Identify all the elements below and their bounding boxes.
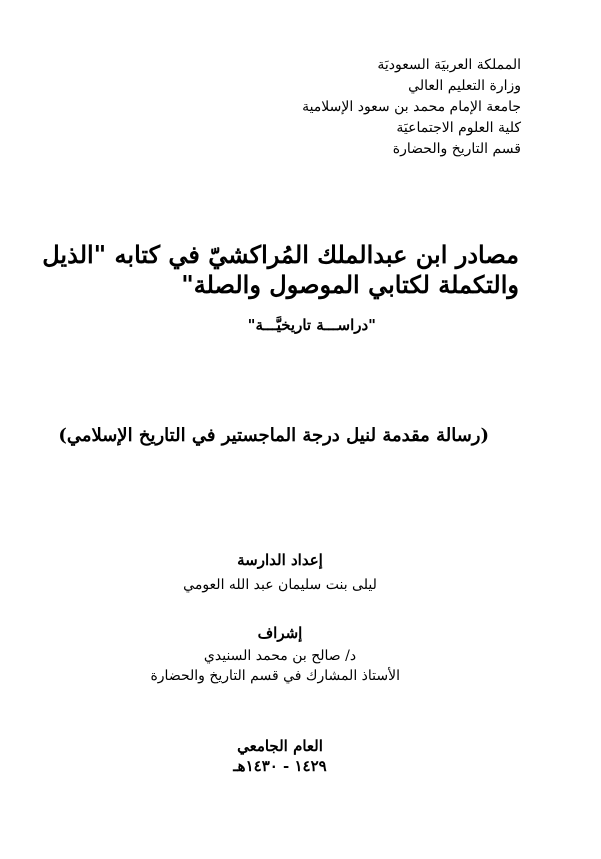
title-line-1: مصادر ابن عبدالملك المُراكشيّ في كتابه "الذيل	[42, 240, 519, 269]
supervision-section	[150, 624, 400, 684]
academic-year-value: ١٤٢٩ - ١٤٣٠هـ	[233, 757, 327, 775]
header-college: كلية العلوم الاجتماعيَة	[396, 120, 521, 136]
header-university: جامعة الإمام محمد بن سعود الإسلامية	[302, 99, 521, 115]
header-ministry: وزارة التعليم العالي	[408, 78, 521, 94]
prepared-by-label: إعداد الدارسة	[237, 551, 323, 569]
student-name: ليلى بنت سليمان عبد الله العومي	[183, 577, 377, 593]
academic-year-section	[160, 737, 400, 775]
header-country: المملكة العربيَة السعوديَة	[377, 57, 521, 73]
title-line-2: والتكملة لكتابي الموصول والصلة"	[181, 270, 519, 299]
degree-statement: (رسالة مقدمة لنيل درجة الماجستير في التاريخ الإسلامي)	[58, 425, 489, 446]
supervisor-name: د/ صالح بن محمد السنيدي	[203, 648, 357, 664]
supervisor-position: الأستاذ المشارك في قسم التاريخ والحضارة	[150, 668, 400, 684]
supervision-label: إشراف	[257, 624, 303, 642]
prepared-by-section	[160, 551, 400, 593]
header-department: قسم التاريخ والحضارة	[392, 141, 521, 157]
thesis-subtitle: "دراســـة تاريخيَّـــة"	[247, 316, 376, 334]
academic-year-label: العام الجامعي	[237, 737, 323, 755]
